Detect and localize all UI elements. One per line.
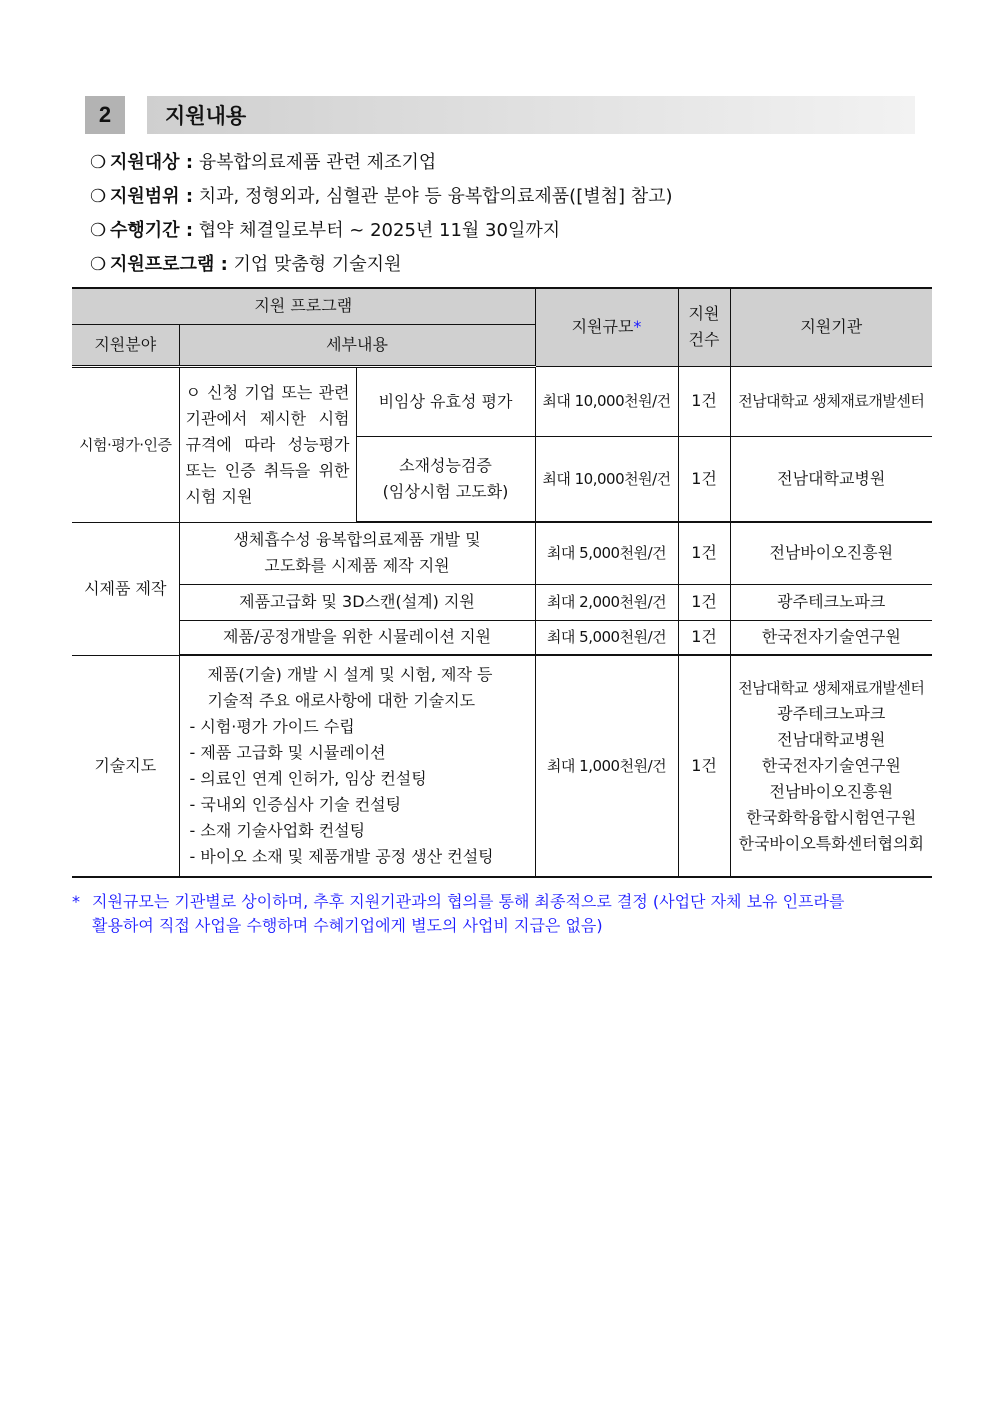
- item-cell: [356, 436, 535, 522]
- agency-item: 광주테크노파크: [777, 704, 886, 723]
- bullet-label: 지원프로그램 :: [110, 254, 228, 275]
- support-program-table: [72, 287, 932, 878]
- item-line2: (임상시험 고도화): [382, 481, 509, 501]
- bullet-text: 기업 맞춤형 기술지원: [227, 254, 402, 275]
- list-item: - 의료인 연계 인허가, 임상 컨설팅: [189, 769, 427, 788]
- table-row: [72, 366, 932, 436]
- header-agency: 지원기관: [730, 288, 932, 366]
- footnote-line1: [72, 890, 932, 914]
- field-cell: 시험·평가·인증: [72, 366, 179, 522]
- bullet-text: 융복합의료제품 관련 제조기업: [193, 152, 437, 173]
- list-item: - 바이오 소재 및 제품개발 공정 생산 컨설팅: [189, 847, 494, 866]
- bullet-scope: [90, 184, 673, 210]
- count-cell: 1건: [678, 584, 730, 620]
- section-title: 지원내용: [147, 96, 915, 134]
- agency-item: 한국전자기술연구원: [761, 756, 901, 775]
- field-cell: 시제품 제작: [72, 522, 179, 655]
- scale-cell: 최대 10,000천원/건: [535, 436, 678, 522]
- bullet-period: [90, 218, 673, 244]
- bullet-label: 지원대상 :: [110, 152, 194, 173]
- agency-cell: 한국전자기술연구원: [730, 620, 932, 655]
- count-cell: 1건: [678, 436, 730, 522]
- agency-cell: 전남바이오진흥원: [730, 522, 932, 584]
- agency-cell: 전남대학교 생체재료개발센터: [730, 366, 932, 436]
- header-detail: 세부내용: [179, 324, 535, 366]
- bullet-program: [90, 252, 673, 278]
- asterisk-icon: *: [72, 892, 80, 911]
- header-count: [678, 288, 730, 366]
- circle-bullet-icon: ❍: [90, 152, 107, 173]
- header-field: 지원분야: [72, 324, 179, 366]
- scale-cell: 최대 5,000천원/건: [535, 620, 678, 655]
- bullet-label: 지원범위 :: [110, 186, 194, 207]
- table-row: [72, 584, 932, 620]
- item-cell: 제품고급화 및 3D스캔(설계) 지원: [179, 584, 535, 620]
- header-scale: [535, 288, 678, 366]
- bullet-list: [90, 150, 673, 286]
- footnote-line2: 활용하여 직접 사업을 수행하며 수혜기업에게 별도의 사업비 지급은 없음): [92, 916, 603, 935]
- agency-item: 전남대학교병원: [777, 730, 886, 749]
- list-item: - 소재 기술사업화 컨설팅: [189, 821, 366, 840]
- item-line1: 소재성능검증: [399, 455, 492, 475]
- field-cell: 기술지도: [72, 655, 179, 877]
- agency-cell: [730, 655, 932, 877]
- footnote: [72, 890, 932, 938]
- item-cell: [179, 655, 535, 877]
- count-cell: 1건: [678, 522, 730, 584]
- agency-item: 전남바이오진흥원: [769, 782, 894, 801]
- agency-item: 한국화학융합시험연구원: [746, 808, 917, 827]
- circle-bullet-icon: ❍: [90, 254, 107, 275]
- bullet-text: 치과, 정형외과, 심혈관 분야 등 융복합의료제품([별첨] 참고): [193, 186, 673, 207]
- agency-cell: 광주테크노파크: [730, 584, 932, 620]
- section-header: [85, 96, 915, 134]
- agency-item: 전남대학교 생체재료개발센터: [738, 679, 925, 697]
- table-row: [72, 655, 932, 877]
- scale-cell: 최대 1,000천원/건: [535, 655, 678, 877]
- count-cell: 1건: [678, 655, 730, 877]
- header-scale-label: 지원규모: [571, 317, 634, 337]
- bullet-text: 협약 체결일로부터 ~ 2025년 11월 30일까지: [193, 220, 561, 241]
- scale-cell: 최대 5,000천원/건: [535, 522, 678, 584]
- item-cell: 제품/공정개발을 위한 시뮬레이션 지원: [179, 620, 535, 655]
- bullet-target: [90, 150, 673, 176]
- circle-bullet-icon: ❍: [90, 220, 107, 241]
- item-line1: 생체흡수성 융복합의료제품 개발 및: [233, 530, 481, 550]
- section-number: 2: [85, 96, 125, 134]
- list-item: - 시험·평가 가이드 수립: [189, 717, 355, 736]
- item-line2: 고도화를 시제품 제작 지원: [264, 556, 450, 576]
- agency-item: 한국바이오특화센터협의회: [738, 834, 924, 853]
- footnote-text: 지원규모는 기관별로 상이하며, 추후 지원기관과의 협의를 통해 최종적으로 결정 (사업단 자체 보유 인프라를: [92, 892, 845, 911]
- scale-cell: 최대 2,000천원/건: [535, 584, 678, 620]
- table-row: [72, 620, 932, 655]
- intro-line1: 제품(기술) 개발 시 설계 및 시험, 제작 등: [207, 665, 493, 684]
- item-cell: 비임상 유효성 평가: [356, 366, 535, 436]
- list-item: - 제품 고급화 및 시뮬레이션: [189, 743, 386, 762]
- count-cell: 1건: [678, 366, 730, 436]
- list-item: - 국내외 인증심사 기술 컨설팅: [189, 795, 402, 814]
- intro-line2: 기술적 주요 애로사항에 대한 기술지도: [207, 691, 476, 710]
- table-row: [72, 522, 932, 584]
- scale-cell: 최대 10,000천원/건: [535, 366, 678, 436]
- item-cell: [179, 522, 535, 584]
- circle-bullet-icon: ❍: [90, 186, 107, 207]
- header-count-line2: 건수: [688, 330, 720, 350]
- bullet-label: 수행기간 :: [110, 220, 194, 241]
- header-program: 지원 프로그램: [72, 288, 535, 324]
- agency-cell: 전남대학교병원: [730, 436, 932, 522]
- count-cell: 1건: [678, 620, 730, 655]
- header-count-line1: 지원: [688, 304, 720, 324]
- description-cell: ㅇ 신청 기업 또는 관련 기관에서 제시한 시험 규격에 따라 성능평가 또는 인증 취득을 위한 시험 지원: [179, 366, 356, 522]
- asterisk-icon: *: [633, 317, 642, 337]
